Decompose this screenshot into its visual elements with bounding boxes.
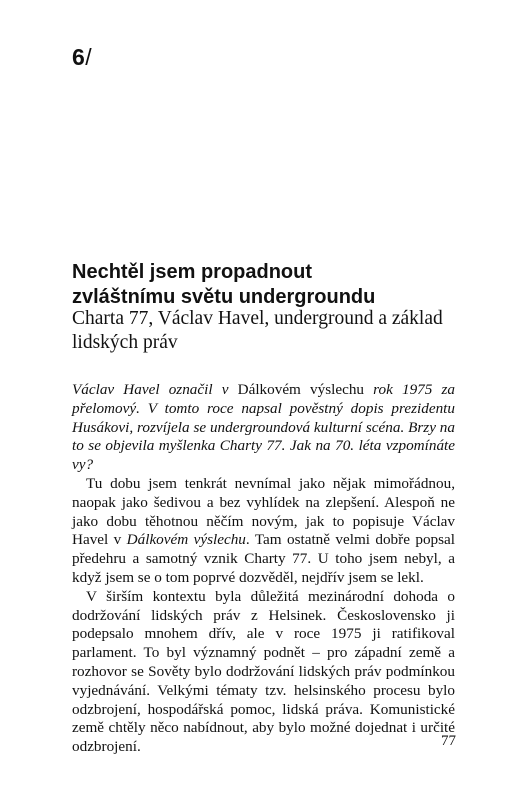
answer1-part-1: Tu dobu jsem tenkrát nevnímal jako nějak mimořádnou, naopak jako šedivou a bez vyhlídek na zlepšení. Alespoň ne jako dobu těhotnou něčím novým, jak to popisuje Václav Havel v [72, 474, 455, 549]
question-part-2: Dálkovém výslechu [228, 381, 374, 398]
chapter-subtitle: Charta 77, Václav Havel, underground a základ lidských práv [72, 308, 443, 353]
chapter-number-digit: 6 [72, 44, 86, 70]
chapter-number [72, 44, 92, 71]
chapter-title-line-2: zvláštnímu světu undergroundu [72, 286, 376, 308]
answer1-part-2: Dálkovém výslechu [126, 531, 246, 549]
answer-paragraph-2: V širším kontextu byla důležitá mezinárodní dohoda o dodržování lidských práv z Helsinek. Československo ji podepsalo mnohem dřív, ale v roce 1975 ji ratifikoval parlament. To byl významný podnět – pro západní země a rozhovor se Sověty bylo dodržování lidských práv podmínkou vyjednávání. Velkými tématy tzv. helsinského procesu bylo odzbrojení, hospodářská pomoc, lidská práva. Komunistické země chtěly něco nabídnout, aby bylo možné dojednat i určité odzbrojení. [72, 587, 455, 756]
page-number: 77 [441, 733, 456, 749]
body-text [72, 381, 455, 757]
answer1-part-3: . Tam ostatně velmi dobře popsal předehru a samotný vznik Charty 77. U toho jsem nebyl, a když jsem se o tom poprvé dozvěděl, nejdřív jsem se lekl. [72, 531, 455, 586]
chapter-slash: / [85, 44, 93, 70]
chapter-title [72, 260, 472, 310]
interview-question [72, 381, 455, 475]
question-part-1: Václav Havel označil v [72, 381, 229, 398]
answer-paragraph-1 [72, 475, 455, 588]
question-part-3: rok 1975 za přelomový. V tomto roce napsal pověstný dopis prezidentu Husákovi, rozvíjela se undergroundová kulturní scéna. Brzy na to se objevila myšlenka Charty 77. Jak na 70. léta vzpomínáte vy? [72, 381, 455, 474]
chapter-title-line-1: Nechtěl jsem propadnout [72, 261, 313, 283]
